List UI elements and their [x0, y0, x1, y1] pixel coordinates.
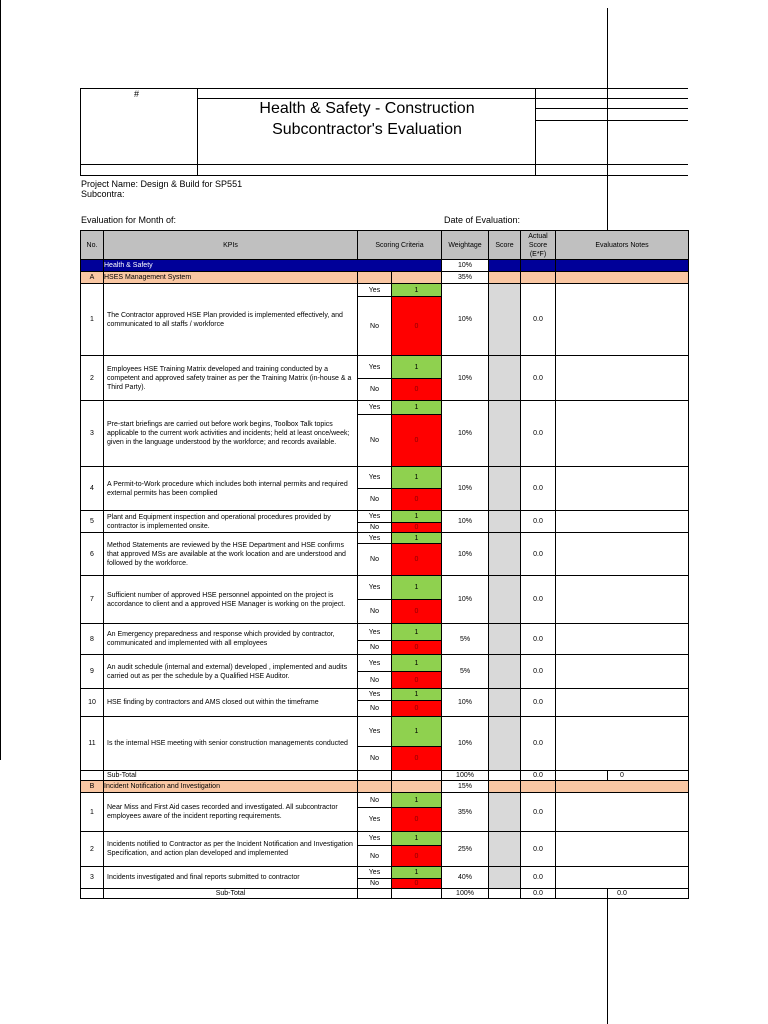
weightage-value: 10% — [442, 467, 489, 511]
subtotal-weightage: 100% — [442, 771, 489, 781]
subtotal-blank — [81, 889, 104, 899]
kpi-number: 11 — [81, 717, 104, 771]
weightage-value: 10% — [442, 533, 489, 576]
table-row — [81, 533, 689, 544]
kpi-description: Pre-start briefings are carried out before work begins, Toolbox Talk topics applicable to the current work activities and incidents; held at least once/week; given in the language understood by the workforce; and records available. — [104, 401, 358, 467]
header-divider — [80, 164, 688, 165]
score-input[interactable] — [489, 401, 521, 467]
score-input[interactable] — [489, 284, 521, 356]
score-input[interactable] — [489, 576, 521, 624]
section-blank — [489, 272, 521, 284]
score-input[interactable] — [489, 867, 521, 889]
subtotal-blank — [358, 889, 392, 899]
section-a-header — [81, 272, 689, 284]
actual-score-value: 0.0 — [521, 689, 556, 717]
section-blank — [556, 272, 689, 284]
criteria-yes-value: 1 — [392, 867, 442, 879]
weightage-value: 10% — [442, 689, 489, 717]
page-title: Health & Safety - Construction — [259, 100, 475, 117]
criteria-yes-label: Yes — [358, 576, 392, 600]
section-blank — [392, 272, 442, 284]
subtotal-label: Sub-Total — [104, 771, 358, 781]
score-input[interactable] — [489, 467, 521, 511]
evaluator-notes-cell[interactable] — [556, 284, 689, 356]
section-b-header — [81, 781, 689, 793]
table-row — [81, 284, 689, 297]
left-border-line — [0, 0, 1, 760]
actual-score-value: 0.0 — [521, 793, 556, 832]
criteria-no-value: 0 — [392, 701, 442, 717]
actual-score-value: 0.0 — [521, 624, 556, 655]
criteria-no-value: 0 — [392, 379, 442, 401]
criteria-no-value: 0 — [392, 879, 442, 889]
table-row — [81, 356, 689, 379]
kpi-number: 6 — [81, 533, 104, 576]
col-score: Score — [489, 231, 521, 260]
section-blank — [489, 781, 521, 793]
evaluator-notes-cell[interactable] — [556, 467, 689, 511]
criteria-yes-label: Yes — [358, 832, 392, 846]
section-blank — [358, 272, 392, 284]
weightage-value: 10% — [442, 511, 489, 533]
evaluator-notes-cell[interactable] — [556, 533, 689, 576]
criteria-yes-value: 1 — [392, 624, 442, 641]
criteria-no-value: 0 — [392, 523, 442, 533]
kpi-description: An audit schedule (internal and external) developed , implemented and audits carried out as per the schedule by a Qualified HSE Auditor. — [104, 655, 358, 689]
score-input[interactable] — [489, 793, 521, 832]
criteria-no-label: No — [358, 297, 392, 356]
actual-score-value: 0.0 — [521, 717, 556, 771]
table-row — [81, 401, 689, 415]
criteria-yes-value: 1 — [392, 401, 442, 415]
score-input[interactable] — [489, 533, 521, 576]
criteria-no-label: No — [358, 600, 392, 624]
section-blank — [556, 781, 689, 793]
criteria-no-value: 0 — [392, 672, 442, 689]
weightage-value: 5% — [442, 624, 489, 655]
table-row — [81, 793, 689, 808]
score-input[interactable] — [489, 717, 521, 771]
criteria-no-value: 0 — [392, 544, 442, 576]
criteria-yes-value: 1 — [392, 576, 442, 600]
criteria-yes-label: No — [358, 793, 392, 808]
subtotal-blank — [489, 889, 521, 899]
weightage-value: 25% — [442, 832, 489, 867]
criteria-yes-label: Yes — [358, 533, 392, 544]
score-input[interactable] — [489, 511, 521, 533]
evaluator-notes-cell[interactable] — [556, 832, 689, 867]
kpi-number: 8 — [81, 624, 104, 655]
section-pct: 10% — [442, 260, 489, 272]
subtotal-blank — [358, 771, 392, 781]
evaluator-notes-cell[interactable] — [556, 717, 689, 771]
criteria-yes-label: Yes — [358, 867, 392, 879]
table-row — [81, 717, 689, 747]
criteria-yes-value: 1 — [392, 467, 442, 489]
criteria-no-label: No — [358, 379, 392, 401]
section-blank — [521, 272, 556, 284]
criteria-no-label: No — [358, 415, 392, 467]
weightage-value: 10% — [442, 401, 489, 467]
kpi-description: Is the internal HSE meeting with senior construction managements conducted — [104, 717, 358, 771]
criteria-yes-label: Yes — [358, 655, 392, 672]
criteria-yes-label: Yes — [358, 624, 392, 641]
section-pct: 15% — [442, 781, 489, 793]
kpi-description: Incidents investigated and final reports submitted to contractor — [104, 867, 358, 889]
criteria-no-label: Yes — [358, 808, 392, 832]
criteria-no-label: No — [358, 641, 392, 655]
section-pct: 35% — [442, 272, 489, 284]
subtotal-actual: 0.0 — [521, 771, 556, 781]
kpi-number: 3 — [81, 401, 104, 467]
actual-score-value: 0.0 — [521, 655, 556, 689]
kpi-number: 2 — [81, 356, 104, 401]
criteria-no-value: 0 — [392, 489, 442, 511]
weightage-value: 40% — [442, 867, 489, 889]
criteria-no-value: 0 — [392, 600, 442, 624]
criteria-no-value: 0 — [392, 846, 442, 867]
criteria-yes-label: Yes — [358, 401, 392, 415]
evaluator-notes-cell[interactable] — [556, 689, 689, 717]
actual-score-value: 0.0 — [521, 867, 556, 889]
kpi-description: HSE finding by contractors and AMS closed out within the timeframe — [104, 689, 358, 717]
col-actual-score: Actual Score (E*F) — [521, 231, 556, 260]
col-evaluator-notes: Evaluators Notes — [556, 231, 689, 260]
subtotal-blank — [489, 771, 521, 781]
score-input[interactable] — [489, 624, 521, 655]
criteria-yes-value: 1 — [392, 356, 442, 379]
table-row — [81, 867, 689, 879]
criteria-no-value: 0 — [392, 808, 442, 832]
project-name: Project Name: Design & Build for SP551 — [81, 179, 243, 189]
evaluator-notes-cell[interactable] — [556, 624, 689, 655]
form-number-label: # — [134, 89, 140, 99]
criteria-yes-value: 1 — [392, 717, 442, 747]
evaluator-notes-cell[interactable] — [556, 356, 689, 401]
score-input[interactable] — [489, 689, 521, 717]
weightage-value: 10% — [442, 576, 489, 624]
score-input[interactable] — [489, 655, 521, 689]
score-input[interactable] — [489, 356, 521, 401]
subtotal-label: Sub-Total — [104, 889, 358, 899]
table-row — [81, 689, 689, 701]
kpi-table — [80, 230, 689, 899]
col-no: No. — [81, 231, 104, 260]
criteria-no-label: No — [358, 544, 392, 576]
table-header-row — [81, 231, 689, 260]
table-row — [81, 467, 689, 489]
actual-score-value: 0.0 — [521, 467, 556, 511]
kpi-number: 1 — [81, 284, 104, 356]
subtotal-blank — [392, 889, 442, 899]
weightage-value: 10% — [442, 717, 489, 771]
criteria-no-label: No — [358, 879, 392, 889]
score-input[interactable] — [489, 832, 521, 867]
actual-score-value: 0.0 — [521, 284, 556, 356]
weightage-value: 10% — [442, 356, 489, 401]
section-code: A — [81, 272, 104, 284]
criteria-no-value: 0 — [392, 641, 442, 655]
criteria-no-value: 0 — [392, 297, 442, 356]
subtotal-blank — [392, 771, 442, 781]
evaluator-notes-cell[interactable] — [556, 793, 689, 832]
section-label: Incident Notification and Investigation — [104, 781, 358, 793]
actual-score-value: 0.0 — [521, 576, 556, 624]
subtotal-row — [81, 889, 689, 899]
criteria-no-label: No — [358, 672, 392, 689]
actual-score-value: 0.0 — [521, 533, 556, 576]
weightage-value: 35% — [442, 793, 489, 832]
criteria-yes-value: 1 — [392, 793, 442, 808]
kpi-number: 1 — [81, 793, 104, 832]
evaluation-month-label: Evaluation for Month of: — [81, 215, 177, 225]
evaluator-notes-cell[interactable] — [556, 511, 689, 533]
criteria-no-label: No — [358, 846, 392, 867]
table-row — [81, 832, 689, 846]
kpi-description: An Emergency preparedness and response which provided by contractor, communicated and implemented with all employees — [104, 624, 358, 655]
criteria-yes-label: Yes — [358, 284, 392, 297]
table-row — [81, 576, 689, 600]
subtotal-blank — [81, 771, 104, 781]
weightage-value: 10% — [442, 284, 489, 356]
kpi-description: A Permit-to-Work procedure which includes both internal permits and required external permits has been complied — [104, 467, 358, 511]
kpi-description: Method Statements are reviewed by the HSE Department and HSE confirms that approved MSs are available at the work location and are understood and followed by the workforce. — [104, 533, 358, 576]
criteria-yes-label: Yes — [358, 689, 392, 701]
criteria-yes-value: 1 — [392, 533, 442, 544]
subtotal-weightage: 100% — [442, 889, 489, 899]
criteria-yes-value: 1 — [392, 832, 442, 846]
kpi-description: Employees HSE Training Matrix developed and training conducted by a competent and approved safety trainer as per the Training Matrix (in-house & a Third Party). — [104, 356, 358, 401]
criteria-yes-label: Yes — [358, 717, 392, 747]
evaluator-notes-cell[interactable] — [556, 867, 689, 889]
table-row — [81, 511, 689, 523]
criteria-yes-value: 1 — [392, 511, 442, 523]
criteria-yes-value: 1 — [392, 689, 442, 701]
table-row — [81, 624, 689, 641]
evaluator-notes-cell[interactable] — [556, 576, 689, 624]
kpi-description: Near Miss and First Aid cases recorded and investigated. All subcontractor employees aware of the incident reporting requirements. — [104, 793, 358, 832]
kpi-description: Plant and Equipment inspection and operational procedures provided by contractor is implemented onsite. — [104, 511, 358, 533]
criteria-no-value: 0 — [392, 415, 442, 467]
weightage-value: 5% — [442, 655, 489, 689]
criteria-no-label: No — [358, 523, 392, 533]
subtotal-actual: 0.0 — [521, 889, 556, 899]
kpi-number: 3 — [81, 867, 104, 889]
section-blank — [392, 781, 442, 793]
kpi-number: 4 — [81, 467, 104, 511]
section-blank — [521, 781, 556, 793]
criteria-no-label: No — [358, 701, 392, 717]
table-row — [81, 655, 689, 672]
subtotal-notes: 0 — [556, 771, 689, 781]
kpi-number: 2 — [81, 832, 104, 867]
actual-score-value: 0.0 — [521, 401, 556, 467]
subtotal-row — [81, 771, 689, 781]
actual-score-value: 0.0 — [521, 356, 556, 401]
kpi-description: Incidents notified to Contractor as per the Incident Notification and Investigation Specification, and action plan developed and implemented — [104, 832, 358, 867]
subtotal-notes: 0.0 — [556, 889, 689, 899]
criteria-no-label: No — [358, 489, 392, 511]
kpi-number: 10 — [81, 689, 104, 717]
criteria-yes-label: Yes — [358, 511, 392, 523]
section-code: B — [81, 781, 104, 793]
section-health-safety — [81, 260, 689, 272]
col-kpis: KPIs — [104, 231, 358, 260]
section-blank — [358, 781, 392, 793]
kpi-number: 9 — [81, 655, 104, 689]
kpi-description: Sufficient number of approved HSE personnel appointed on the project is accordance to client and a approved HSE Manager is working on the project. — [104, 576, 358, 624]
criteria-no-label: No — [358, 747, 392, 771]
section-label: HSES Management System — [104, 272, 358, 284]
col-weightage: Weightage — [442, 231, 489, 260]
criteria-yes-label: Yes — [358, 356, 392, 379]
page-subtitle: Subcontractor's Evaluation — [272, 121, 462, 138]
kpi-description: The Contractor approved HSE Plan provided is implemented effectively, and communicated to all staffs / workforce — [104, 284, 358, 356]
evaluator-notes-cell[interactable] — [556, 655, 689, 689]
criteria-yes-value: 1 — [392, 655, 442, 672]
col-scoring-criteria: Scoring Criteria — [358, 231, 442, 260]
subcontractor-label: Subcontra: — [81, 189, 125, 199]
actual-score-value: 0.0 — [521, 511, 556, 533]
evaluation-date-label: Date of Evaluation: — [444, 215, 521, 225]
kpi-number: 7 — [81, 576, 104, 624]
kpi-number: 5 — [81, 511, 104, 533]
criteria-yes-value: 1 — [392, 284, 442, 297]
criteria-no-value: 0 — [392, 747, 442, 771]
section-label: Health & Safety — [104, 260, 442, 272]
evaluator-notes-cell[interactable] — [556, 401, 689, 467]
actual-score-value: 0.0 — [521, 832, 556, 867]
criteria-yes-label: Yes — [358, 467, 392, 489]
